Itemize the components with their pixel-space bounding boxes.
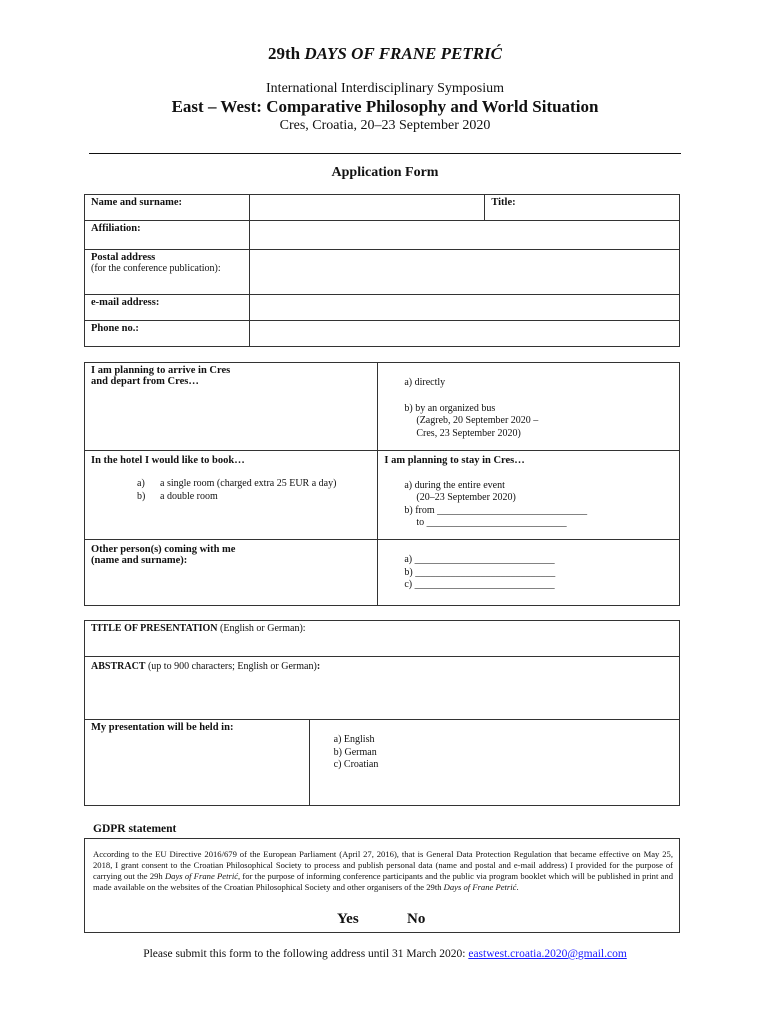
personal-info-table bbox=[84, 194, 680, 347]
email-field[interactable] bbox=[249, 295, 679, 321]
hotel-cell bbox=[85, 451, 378, 540]
name-field[interactable] bbox=[249, 195, 485, 221]
submission-text: Please submit this form to the following address until 31 March 2020: bbox=[143, 948, 469, 960]
hotel-a-mark: a) bbox=[137, 478, 145, 489]
abstract-label: ABSTRACT bbox=[91, 661, 146, 672]
place-date: Cres, Croatia, 20–23 September 2020 bbox=[279, 118, 491, 133]
other-person-c[interactable]: c) ____________________________ bbox=[404, 579, 555, 590]
hotel-option-double[interactable] bbox=[91, 491, 371, 504]
others-label-2: (name and surname): bbox=[91, 555, 188, 566]
stay-cell bbox=[378, 451, 680, 540]
stay-to-field[interactable]: to ____________________________ bbox=[416, 517, 567, 528]
submission-email-link[interactable]: eastwest.croatia.2020@gmail.com bbox=[468, 948, 627, 960]
gdpr-box bbox=[84, 838, 680, 933]
symposium-theme: East – West: Comparative Philosophy and World Situation bbox=[171, 97, 599, 116]
postal-label-cell bbox=[85, 250, 250, 295]
title-label: Title: bbox=[491, 197, 516, 208]
arrival-options bbox=[378, 363, 680, 451]
stay-label: I am planning to stay in Cres… bbox=[384, 455, 525, 466]
others-label-1: Other person(s) coming with me bbox=[91, 544, 236, 555]
stay-dates: (20–23 September 2020) bbox=[416, 492, 516, 503]
event-subtitle: International Interdisciplinary Symposium bbox=[266, 81, 504, 96]
postal-note: (for the conference publication): bbox=[91, 263, 221, 274]
others-label-cell bbox=[85, 540, 378, 606]
postal-label: Postal address bbox=[91, 252, 156, 263]
language-options bbox=[309, 720, 679, 806]
form-title: Application Form bbox=[331, 165, 439, 180]
others-fields bbox=[378, 540, 680, 606]
other-person-b[interactable]: b) ____________________________ bbox=[404, 566, 556, 578]
email-label: e-mail address: bbox=[85, 295, 250, 321]
gdpr-text-1: According to the EU Directive 2016/679 of the European Parliament (April 27, 2016), that is General Data Protection Regulation that became effective on May 25, 2018, I grant consent to the Croatian Philosophical Society to process and publish personal data (name and postal and e-mail address) I provided for the purpose of carrying out the 29h bbox=[93, 849, 673, 881]
hotel-option-single[interactable] bbox=[91, 478, 371, 491]
submission-note bbox=[0, 948, 770, 960]
header-divider bbox=[89, 153, 681, 154]
other-person-a[interactable]: a) ____________________________ bbox=[404, 554, 555, 565]
gdpr-event-name-2: Days of Frane Petrić bbox=[443, 882, 517, 892]
arrival-option-bus[interactable]: b) by an organized bus bbox=[404, 402, 496, 414]
affiliation-field[interactable] bbox=[249, 221, 679, 250]
event-title: 29th DAYS OF FRANE PETRIĆ bbox=[268, 44, 502, 63]
gdpr-no-option[interactable]: No bbox=[407, 911, 426, 927]
gdpr-heading: GDPR statement bbox=[93, 823, 177, 835]
bus-detail-1: (Zagreb, 20 September 2020 – bbox=[416, 415, 539, 426]
arrival-label-cell bbox=[85, 363, 378, 451]
abstract-colon: : bbox=[316, 661, 321, 672]
stay-from-field[interactable]: b) from ______________________________ bbox=[404, 504, 588, 516]
language-german[interactable]: b) German bbox=[333, 746, 377, 758]
language-croatian[interactable]: c) Croatian bbox=[333, 759, 379, 770]
arrival-label-2: and depart from Cres… bbox=[91, 376, 199, 387]
gdpr-text-3: . bbox=[516, 882, 519, 892]
language-label: My presentation will be held in: bbox=[85, 720, 310, 806]
affiliation-label: Affiliation: bbox=[85, 221, 250, 250]
name-label: Name and surname: bbox=[85, 195, 250, 221]
presentation-table bbox=[84, 620, 680, 806]
arrival-label-1: I am planning to arrive in Cres bbox=[91, 365, 231, 376]
gdpr-yes-option[interactable]: Yes bbox=[337, 911, 359, 927]
bus-detail-2: Cres, 23 September 2020) bbox=[416, 427, 521, 439]
arrival-option-direct[interactable]: a) directly bbox=[404, 377, 446, 388]
hotel-b-text: a double room bbox=[160, 490, 218, 502]
hotel-label: In the hotel I would like to book… bbox=[91, 455, 245, 466]
presentation-title-label: TITLE OF PRESENTATION bbox=[91, 623, 218, 634]
presentation-title-note: (English or German): bbox=[217, 623, 306, 634]
travel-table bbox=[84, 362, 680, 606]
language-english[interactable]: a) English bbox=[333, 734, 375, 745]
gdpr-text-2: , for the purpose of informing conference participants and the public via program booklet which will be published in print and made available on the websites of the Croatian Philosophical Society and other organisers of the 29th bbox=[93, 871, 673, 892]
gdpr-event-name-1: Days of Frane Petrić bbox=[164, 871, 239, 881]
abstract-field[interactable] bbox=[85, 657, 680, 720]
postal-field[interactable] bbox=[249, 250, 679, 295]
stay-option-entire[interactable]: a) during the entire event bbox=[404, 479, 505, 491]
phone-field[interactable] bbox=[249, 321, 679, 347]
phone-label: Phone no.: bbox=[85, 321, 250, 347]
abstract-note: (up to 900 characters; English or German) bbox=[145, 661, 317, 672]
gdpr-statement bbox=[93, 849, 673, 893]
hotel-b-mark: b) bbox=[137, 490, 146, 502]
hotel-a-text: a single room (charged extra 25 EUR a day) bbox=[160, 478, 337, 489]
title-field[interactable] bbox=[485, 195, 680, 221]
presentation-title-field[interactable] bbox=[85, 621, 680, 657]
